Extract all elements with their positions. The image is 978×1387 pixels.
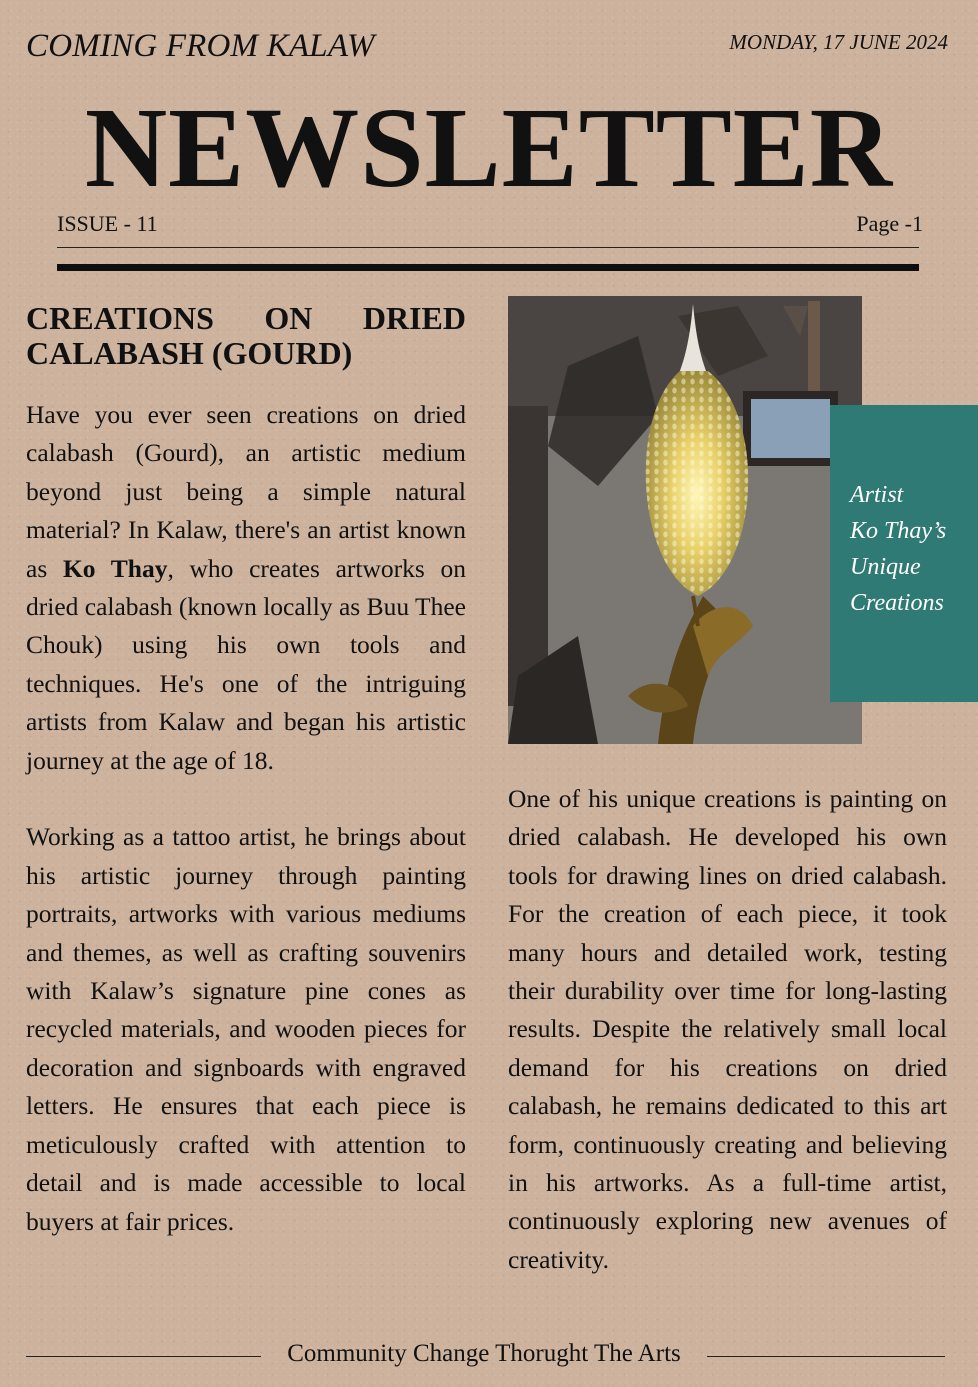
footer-tagline: Community Change Thorught The Arts bbox=[287, 1340, 681, 1367]
article-column-right bbox=[508, 780, 947, 1279]
issue-number: ISSUE - 11 bbox=[57, 211, 158, 236]
caption-line-4: Creations bbox=[850, 590, 944, 616]
article-paragraph-1 bbox=[26, 396, 466, 780]
caption-line-1: Artist bbox=[850, 482, 904, 508]
paragraph-1-text-start: Have you ever seen creations on dried calabash (Gourd), an artistic medium beyond just being a simple natural material? In Kalaw, there's an artist known as bbox=[26, 400, 466, 583]
footer-rule-left bbox=[26, 1356, 261, 1357]
gourd-lamp-illustration bbox=[508, 296, 862, 744]
article-headline: CREATIONS ON DRIED CALABASH (GOURD) bbox=[26, 300, 466, 371]
article-paragraph-2: Working as a tattoo artist, he brings about his artistic journey through painting portraits, artworks with various mediums and themes, as well as crafting souvenirs with Kalaw’s signature pine cones as recycled materials, and wooden pieces for decoration and signboards with engraved letters. He ensures that each piece is meticulously crafted with attention to detail and is made accessible to local buyers at fair prices. bbox=[26, 822, 466, 1236]
gourd-lamp-photo bbox=[508, 296, 862, 744]
article-paragraph-3: One of his unique creations is painting on dried calabash. He developed his own tools for drawing lines on dried calabash. For the creation of each piece, it took many hours and detailed work, testing their durability over time for long-lasting results. Despite the relatively small local demand for his creations on dried calabash, he remains dedicated to this art form, continuously creating and believing in his artworks. As a full-time artist, continuously exploring new avenues of creativity. bbox=[508, 784, 947, 1274]
artist-name: Ko Thay bbox=[62, 553, 168, 583]
kicker: COMING FROM KALAW bbox=[26, 28, 375, 64]
divider-thin bbox=[57, 247, 919, 248]
caption-line-3: Unique bbox=[850, 554, 921, 580]
page-number: Page -1 bbox=[856, 211, 923, 236]
footer-rule-right bbox=[707, 1356, 945, 1357]
article-column-left bbox=[26, 396, 466, 1241]
paragraph-1-text-end: , who creates artworks on dried calabash (known locally as Buu Thee Chouk) using his own tools and techniques. He's one of the intriguing artists from Kalaw and began his artistic journey at the age of 18. bbox=[26, 553, 466, 775]
divider-thick bbox=[57, 264, 919, 271]
photo-caption-box bbox=[830, 405, 978, 702]
masthead-title: NEWSLETTER bbox=[84, 84, 894, 211]
caption-line-2: Ko Thay’s bbox=[850, 518, 947, 544]
date: MONDAY, 17 JUNE 2024 bbox=[729, 30, 948, 54]
